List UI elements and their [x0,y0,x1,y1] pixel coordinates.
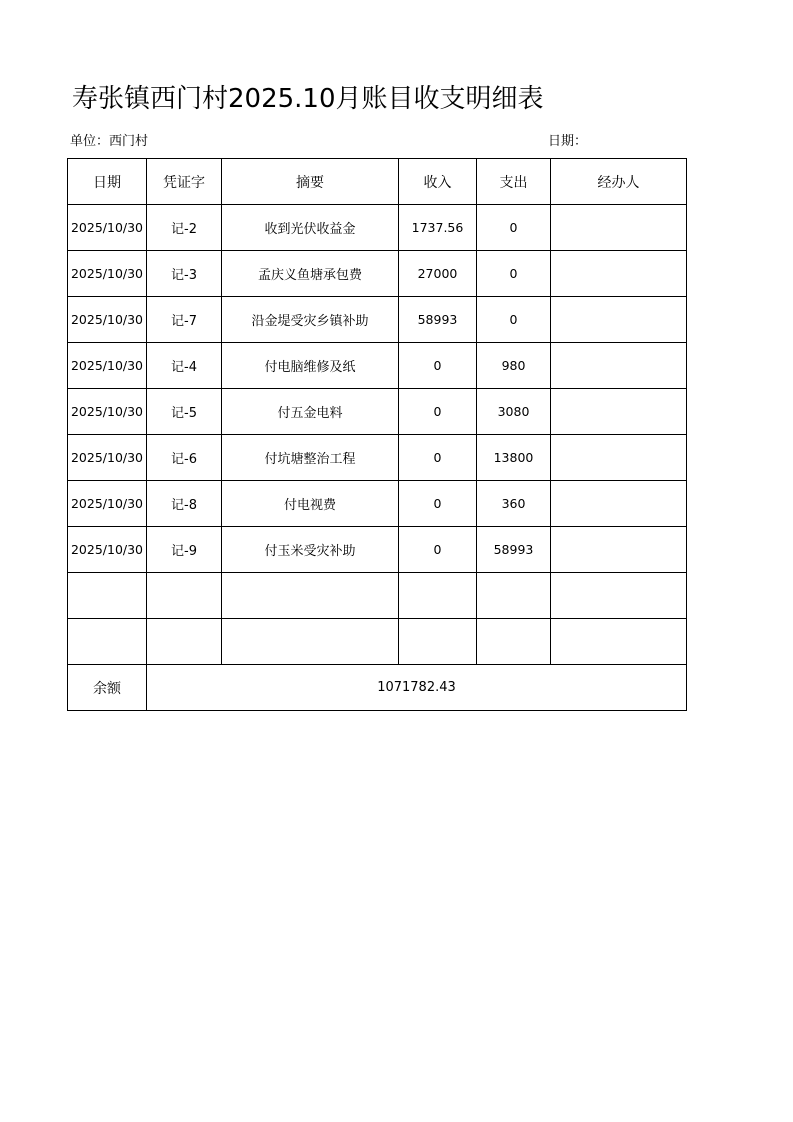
cell-summary: 收到光伏收益金 [222,205,399,251]
table-row-empty [68,619,687,665]
cell-summary: 付电脑维修及纸 [222,343,399,389]
table-header-row [68,159,687,205]
cell-date: 2025/10/30 [68,297,147,343]
cell-handler [551,573,687,619]
table-row [68,389,687,435]
cell-date: 2025/10/30 [68,205,147,251]
table-row [68,251,687,297]
table-row [68,343,687,389]
cell-handler [551,527,687,573]
cell-expense: 13800 [477,435,551,481]
cell-handler [551,297,687,343]
cell-expense [477,619,551,665]
cell-date: 2025/10/30 [68,389,147,435]
ledger-table [67,158,687,711]
cell-income: 58993 [399,297,477,343]
unit-label: 单位： [70,134,110,149]
cell-voucher: 记-4 [147,343,222,389]
cell-date: 2025/10/30 [68,435,147,481]
cell-summary: 付电视费 [222,481,399,527]
cell-voucher: 记-7 [147,297,222,343]
cell-voucher: 记-5 [147,389,222,435]
unit-line [70,130,148,149]
cell-handler [551,343,687,389]
cell-expense: 0 [477,251,551,297]
cell-date [68,573,147,619]
cell-income [399,619,477,665]
cell-income [399,573,477,619]
table-row [68,527,687,573]
cell-summary: 沿金堤受灾乡镇补助 [222,297,399,343]
cell-date: 2025/10/30 [68,527,147,573]
cell-expense: 58993 [477,527,551,573]
cell-income: 27000 [399,251,477,297]
cell-income: 0 [399,435,477,481]
cell-expense: 0 [477,297,551,343]
cell-date [68,619,147,665]
balance-value: 1071782.43 [147,665,687,711]
date-line [548,130,587,149]
header-date: 日期 [68,159,147,205]
cell-income: 0 [399,389,477,435]
date-label: 日期： [548,134,588,149]
cell-income: 0 [399,481,477,527]
table-row [68,481,687,527]
cell-handler [551,205,687,251]
table-row [68,205,687,251]
cell-expense: 360 [477,481,551,527]
cell-voucher [147,573,222,619]
cell-handler [551,251,687,297]
cell-date: 2025/10/30 [68,343,147,389]
unit-value: 西门村 [109,134,149,149]
cell-expense [477,573,551,619]
cell-summary: 付玉米受灾补助 [222,527,399,573]
header-voucher: 凭证字 [147,159,222,205]
cell-voucher: 记-2 [147,205,222,251]
cell-summary: 付坑塘整治工程 [222,435,399,481]
table-row [68,435,687,481]
cell-voucher: 记-6 [147,435,222,481]
cell-summary: 付五金电料 [222,389,399,435]
cell-voucher [147,619,222,665]
table-row-empty [68,573,687,619]
cell-summary: 孟庆义鱼塘承包费 [222,251,399,297]
cell-voucher: 记-9 [147,527,222,573]
header-summary: 摘要 [222,159,399,205]
cell-handler [551,619,687,665]
cell-date: 2025/10/30 [68,481,147,527]
cell-handler [551,481,687,527]
cell-summary [222,619,399,665]
balance-row [68,665,687,711]
cell-handler [551,435,687,481]
cell-voucher: 记-8 [147,481,222,527]
cell-expense: 980 [477,343,551,389]
balance-label: 余额 [68,665,147,711]
cell-summary [222,573,399,619]
header-expense: 支出 [477,159,551,205]
cell-date: 2025/10/30 [68,251,147,297]
cell-handler [551,389,687,435]
cell-expense: 0 [477,205,551,251]
cell-income: 0 [399,527,477,573]
page-title: 寿张镇西门村2025.10月账目收支明细表 [72,84,544,114]
cell-expense: 3080 [477,389,551,435]
cell-income: 1737.56 [399,205,477,251]
table-row [68,297,687,343]
header-handler: 经办人 [551,159,687,205]
header-income: 收入 [399,159,477,205]
cell-voucher: 记-3 [147,251,222,297]
cell-income: 0 [399,343,477,389]
